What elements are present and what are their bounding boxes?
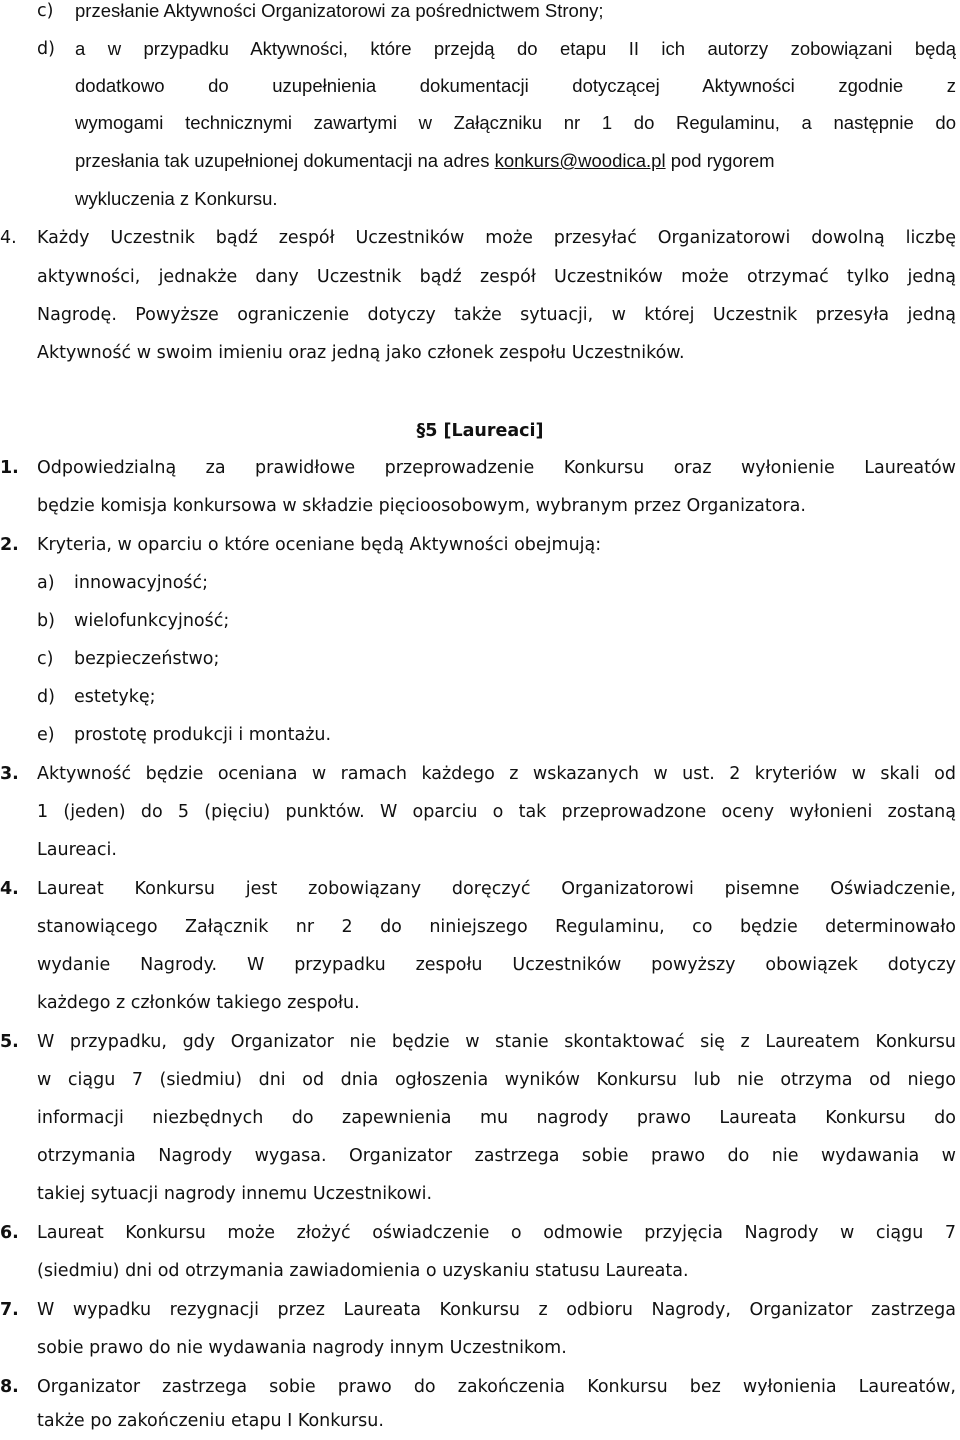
text-line: takiej sytuacji nagrody innemu Uczestnikowi.: [37, 1184, 433, 1204]
text-line: wydanie Nagrody. W przypadku zespołu Uczestników powyższy obowiązek dotyczy: [37, 955, 956, 975]
criteria-item: [37, 564, 956, 602]
number-label: 1.: [0, 458, 19, 478]
text-line: dodatkowo do uzupełnienia dokumentacji dotyczącej Aktywności zgodnie z: [75, 75, 956, 96]
text-fragment: pod rygorem: [665, 150, 775, 171]
list-text: przesłanie Aktywności Organizatorowi za pośrednictwem Strony;: [75, 0, 604, 21]
text-line: stanowiącego Załącznik nr 2 do niniejszego Regulaminu, co będzie determinowało: [37, 917, 956, 937]
list-item-c: [37, 0, 956, 30]
text-line: Laureaci.: [37, 840, 117, 860]
number-label: 4.: [0, 879, 19, 899]
text-line: 1 (jeden) do 5 (pięciu) punktów. W oparciu o tak przeprowadzone oceny wyłonieni zostaną: [37, 802, 956, 822]
criteria-item: [37, 716, 956, 754]
text-line: a w przypadku Aktywności, które przejdą do etapu II ich autorzy zobowiązani będą: [75, 38, 956, 59]
text-line: otrzymania Nagrody wygasa. Organizator zastrzega sobie prawo do nie wydawania w: [37, 1146, 956, 1166]
criteria-label: d): [37, 687, 55, 707]
text-line: [75, 142, 956, 180]
text-line: sobie prawo do nie wydawania nagrody innym Uczestnikom.: [37, 1338, 567, 1358]
email-link[interactable]: konkurs@woodica.pl: [494, 150, 666, 171]
text-line: Nagrodę. Powyższe ograniczenie dotyczy także sytuacji, w której Uczestnik przesyła jedną: [37, 305, 956, 325]
text-line: Kryteria, w oparciu o które oceniane będą Aktywności obejmują:: [37, 535, 602, 555]
text-line: Każdy Uczestnik bądź zespół Uczestników może przesyłać Organizatorowi dowolną liczbę: [37, 228, 956, 248]
number-label: 2.: [0, 535, 19, 555]
text-line: będzie komisja konkursowa w składzie pięcioosobowym, wybranym przez Organizatora.: [37, 496, 806, 516]
text-line: W wypadku rezygnacji przez Laureata Konkursu z odbioru Nagrody, Organizator zastrzega: [37, 1300, 956, 1320]
text-line: Organizator zastrzega sobie prawo do zakończenia Konkursu bez wyłonienia Laureatów,: [37, 1377, 956, 1397]
criteria-text: prostotę produkcji i montażu.: [74, 725, 332, 745]
text-line: także po zakończeniu etapu I Konkursu.: [37, 1411, 384, 1431]
criteria-text: wielofunkcyjność;: [74, 611, 230, 631]
text-fragment: przesłania tak uzupełnionej dokumentacji na adres: [75, 150, 495, 171]
text-line: Aktywność będzie oceniana w ramach każdego z wskazanych w ust. 2 kryteriów w skali od: [37, 764, 956, 784]
number-label: 6.: [0, 1223, 19, 1243]
number-label: 5.: [0, 1032, 19, 1052]
text-line: Aktywność w swoim imieniu oraz jedną jako członek zespołu Uczestników.: [37, 343, 685, 363]
number-label: 4.: [0, 228, 17, 248]
text-line: W przypadku, gdy Organizator nie będzie w stanie skontaktować się z Laureatem Konkursu: [37, 1032, 956, 1052]
criteria-text: estetykę;: [74, 687, 156, 707]
text-line: Laureat Konkursu jest zobowiązany doręczyć Organizatorowi pisemne Oświadczenie,: [37, 879, 956, 899]
criteria-label: a): [37, 573, 55, 593]
criteria-item: [37, 602, 956, 640]
text-line: każdego z członków takiego zespołu.: [37, 993, 360, 1013]
criteria-text: innowacyjność;: [74, 573, 209, 593]
number-label: 8.: [0, 1377, 19, 1397]
criteria-label: e): [37, 725, 55, 745]
criteria-text: bezpieczeństwo;: [74, 649, 220, 669]
section-heading: §5 [Laureaci]: [416, 421, 544, 441]
text-line: w ciągu 7 (siedmiu) dni od dnia ogłoszenia wyników Konkursu lub nie otrzyma od niego: [37, 1070, 956, 1090]
criteria-item: [37, 640, 956, 678]
text-line: wykluczenia z Konkursu.: [75, 188, 278, 209]
list-label: d): [37, 39, 55, 59]
number-label: 7.: [0, 1300, 19, 1320]
text-line: (siedmiu) dni od otrzymania zawiadomienia o uzyskaniu statusu Laureata.: [37, 1261, 689, 1281]
criteria-item: [37, 678, 956, 716]
list-label: c): [37, 1, 54, 21]
number-label: 3.: [0, 764, 19, 784]
criteria-label: b): [37, 611, 55, 631]
text-line: Odpowiedzialną za prawidłowe przeprowadzenie Konkursu oraz wyłonienie Laureatów: [37, 458, 956, 478]
text-line: Laureat Konkursu może złożyć oświadczenie o odmowie przyjęcia Nagrody w ciągu 7: [37, 1223, 956, 1243]
text-line: informacji niezbędnych do zapewnienia mu nagrody prawo Laureata Konkursu do: [37, 1108, 956, 1128]
criteria-label: c): [37, 649, 54, 669]
text-line: aktywności, jednakże dany Uczestnik bądź zespół Uczestników może otrzymać tylko jedną: [37, 267, 956, 287]
text-line: wymogami technicznymi zawartymi w Załączniku nr 1 do Regulaminu, a następnie do: [75, 112, 956, 133]
